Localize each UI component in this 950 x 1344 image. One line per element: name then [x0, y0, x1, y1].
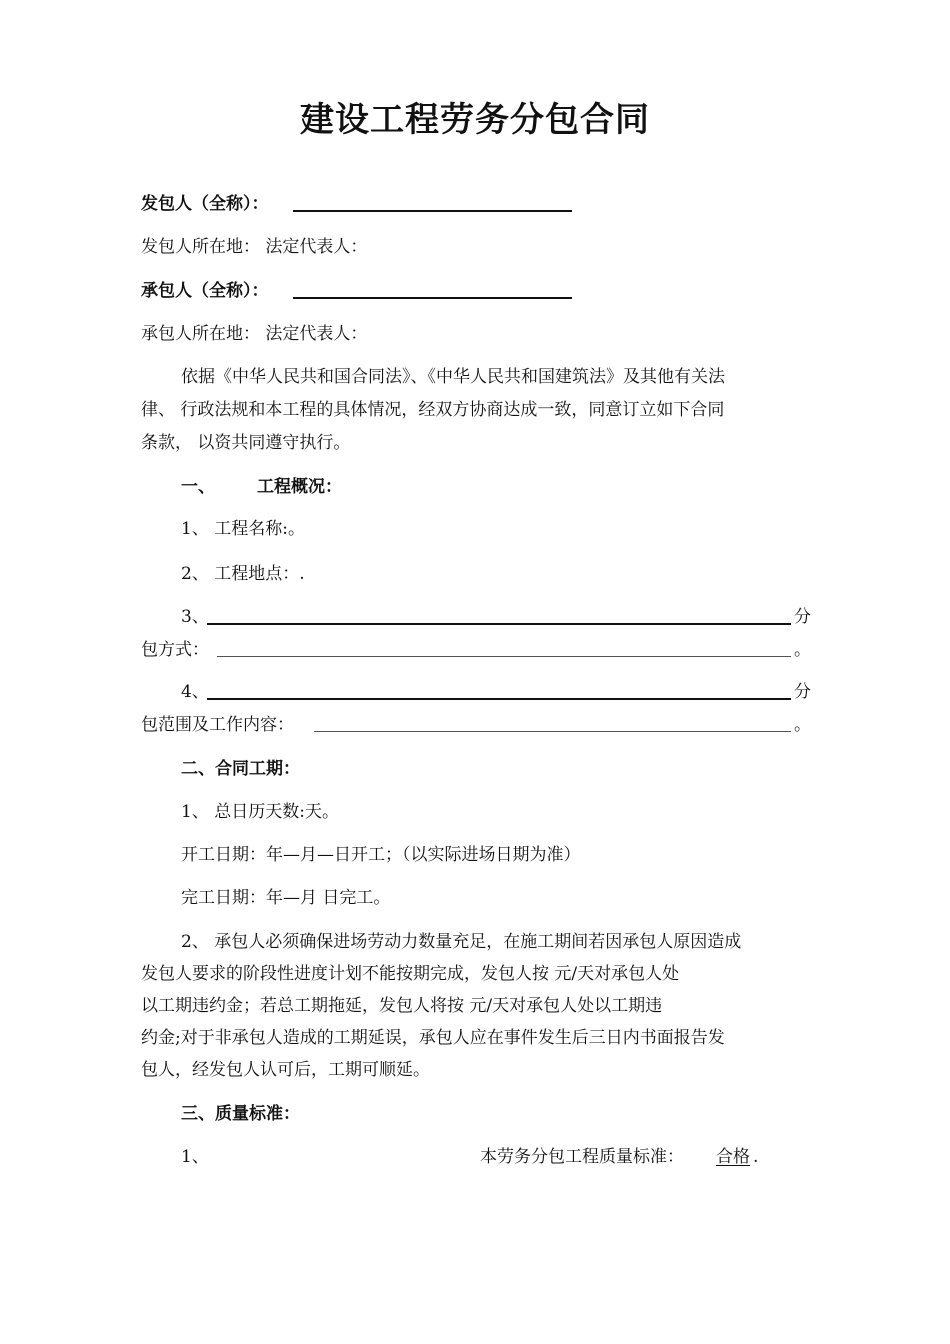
section-1-item-3-label: 包方式： — [141, 640, 209, 660]
preamble-line-2: 律、 行政法规和本工程的具体情况，经双方协商达成一致，同意订立如下合同 — [141, 400, 725, 420]
employer-label: 发包人（全称）： — [141, 194, 269, 214]
section-2-item-2-line-4: 约金;对于非承包人造成的工期延误，承包人应在事件发生后三日内书面报告发 — [141, 1028, 725, 1048]
section-1-item-2: 2、 工程地点：. — [181, 564, 305, 584]
item-3-blank-top — [207, 623, 791, 625]
item-4-blank-top — [207, 698, 791, 700]
contractor-label: 承包人（全称）： — [141, 281, 269, 301]
employer-name-blank[interactable] — [293, 210, 572, 212]
section-2-item-2-line-2: 发包人要求的阶段性进度计划不能按期完成，发包人按 元/天对承包人处 — [141, 964, 680, 984]
section-1-number: 一、 — [181, 477, 215, 497]
quality-standard-value: 合格 — [716, 1147, 750, 1167]
section-2-item-1: 1、 总日历天数:天。 — [181, 802, 339, 822]
section-1-heading: 工程概况： — [257, 477, 342, 497]
section-1-item-1: 1、 工程名称:。 — [181, 519, 305, 539]
preamble-line-1: 依据《中华人民共和国合同法》、《中华人民共和国建筑法》及其他有关法 — [181, 367, 725, 387]
contractor-name-blank[interactable] — [293, 297, 572, 299]
section-1-item-3-tail: 分 — [794, 607, 811, 627]
section-2-heading: 二、合同工期： — [181, 759, 300, 779]
start-date: 开工日期：年—月—日开工；（以实际进场日期为准） — [181, 845, 581, 865]
end-date: 完工日期：年—月 日完工。 — [181, 888, 391, 908]
section-1-item-4-number: 4、 — [181, 682, 209, 702]
employer-location: 发包人所在地： 法定代表人： — [141, 237, 368, 257]
section-2-item-2-line-3: 以工期违约金；若总工期拖延，发包人将按 元/天对承包人处以工期违 — [141, 996, 663, 1016]
section-3-item-1-end: . — [753, 1147, 759, 1167]
section-2-item-2-line-5: 包人，经发包人认可后，工期可顺延。 — [141, 1060, 430, 1080]
section-1-item-3-end: 。 — [794, 640, 811, 660]
section-1-item-4-tail: 分 — [794, 682, 811, 702]
section-2-item-2-line-1: 2、 承包人必须确保进场劳动力数量充足，在施工期间若因承包人原因造成 — [181, 932, 742, 952]
section-3-item-1-number: 1、 — [181, 1147, 209, 1167]
section-3-heading: 三、质量标准： — [181, 1104, 300, 1124]
section-1-item-4-end: 。 — [794, 715, 811, 735]
scope-of-work-blank[interactable] — [314, 731, 791, 732]
section-1-item-4-label: 包范围及工作内容： — [141, 715, 294, 735]
section-3-item-1-text: 本劳务分包工程质量标准： — [480, 1147, 684, 1167]
document-title: 建设工程劳务分包合同 — [300, 100, 650, 140]
preamble-line-3: 条款， 以资共同遵守执行。 — [141, 433, 351, 453]
contractor-location: 承包人所在地： 法定代表人： — [141, 324, 368, 344]
subcontract-method-blank[interactable] — [217, 656, 791, 657]
section-1-item-3-number: 3、 — [181, 607, 209, 627]
